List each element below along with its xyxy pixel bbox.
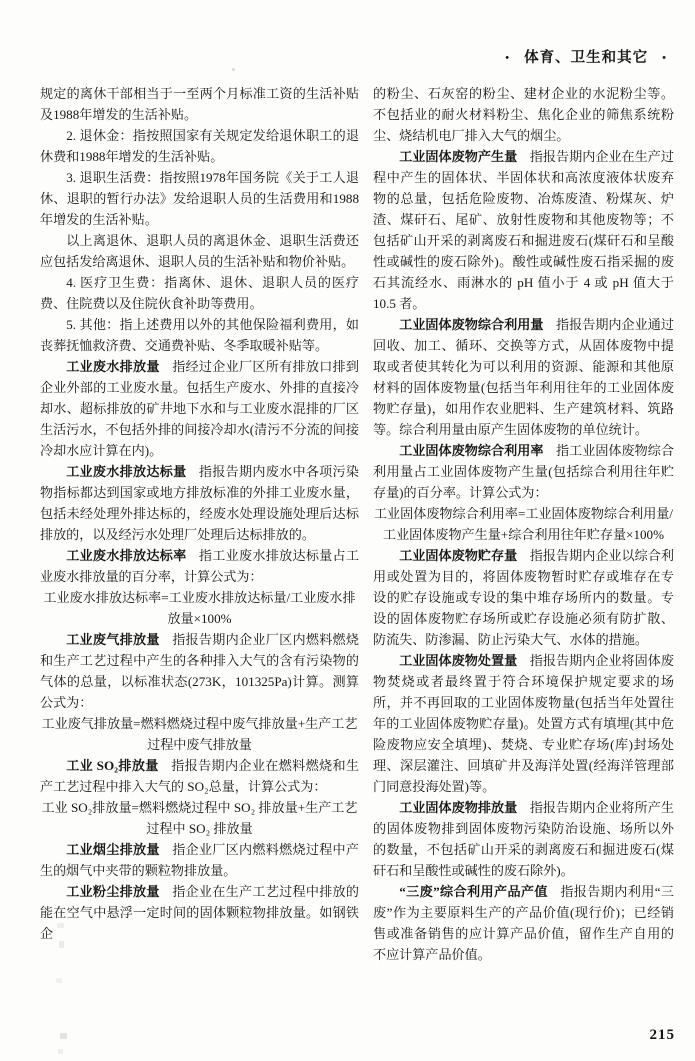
paragraph-text: 指报告期内企业在生产过程中产生的固体状、半固体状和高浓度液体状废弃物的总量，包括危险废物、冶炼废渣、粉煤灰、炉渣、煤矸石、尾矿、放射性废物和其他废物等；不包括矿山开采的剥离废石和掘进废石(煤矸石和呈酸性或碱性的废石除外)。酸性或碱性废石指采掘的废石其流经水、雨淋水的 pH 值小于 4 或 pH 值大于 10.5 者。 [373,149,675,311]
definition-paragraph [40,461,359,545]
formula-text: 工业固体废物综合利用率=工业固体废物综合利用量/工业固体废物产生量+综合利用往年贮存量×100% [373,506,674,542]
paragraph-text: 指报告期内企业在燃料燃烧和生产工艺过程中排入大气的 SO₂总量，计算公式为： [40,758,359,794]
paragraph-text: 指企业在生产工艺过程中排放的能在空气中悬浮一定时间的固体颗粒物排放量。如钢铁企 [40,884,360,941]
paragraph [40,272,359,314]
definition-paragraph [373,797,674,881]
term-heading: 工业废水排放达标量 [66,464,187,479]
scan-artifact [61,870,67,875]
running-header [505,46,667,67]
definition-paragraph [40,755,359,797]
paragraph-text: 4. 医疗卫生费：指离休、退休、退职人员的医疗费、住院费以及住院伙食补助等费用。 [40,275,359,311]
definition-paragraph [40,839,359,881]
scan-artifact [232,68,235,71]
paragraph-text: 指经过企业厂区所有排放口排到企业外部的工业废水量。包括生产废水、外排的直接冷却水、超标排放的矿井地下水和与工业废水混排的厂区生活污水，不包括外排的间接冷却水(清污不分流的间接冷却水应计算在内)。 [40,359,360,458]
formula [40,713,359,755]
paragraph-text: 指企业厂区内燃料燃烧过程中产生的烟气中夹带的颗粒物排放量。 [40,842,360,878]
formula [373,503,674,545]
formula [40,797,359,839]
term-heading: 工业 SO₂排放量 [66,758,159,773]
term-heading: 工业固体废物综合利用率 [399,443,544,458]
paragraph-text: 指报告期内利用“三废”作为主要原料生产的产品价值(现行价)；已经销售或准备销售的应计算产品价值，留作生产自用的不应计算产品价值。 [373,884,675,962]
paragraph-text: 指工业固体废物综合利用量占工业固体废物产生量(包括综合利用往年贮存量)的百分率。计算公式为： [373,443,675,500]
paragraph-text: 指报告期内企业以综合利用或处置为目的，将固体废物暂时贮存或堆存在专设的贮存设施或专设的集中堆存场所内的数量。专设的固体废物贮存场所或贮存设施必须有防扩散、防流失、防渗漏、防止污染大气、水体的措施。 [373,548,675,647]
term-heading: 工业固体废物综合利用量 [399,317,544,332]
term-heading: 工业固体废物排放量 [399,800,518,815]
paragraph-text: 2. 退休金：指按照国家有关规定发给退休职工的退休费和1988年增发的生活补贴。 [40,128,359,164]
paragraph-text: 指报告期内企业将固体废物焚烧或者最终置于符合环境保护规定要求的场所，并不再回取的工业固体废物量(包括当年处置往年的工业固体废物贮存量)。处置方式有填埋(其中危险废物应安全填埋)、焚烧、专业贮存场(库)封场处理、深层灌注、回填矿井及海洋处置(经海洋管理部门同意投海处置)等。 [373,653,675,794]
term-heading: 工业废水排放量 [66,359,160,374]
paragraph [40,167,359,230]
scan-artifact [59,941,64,948]
term-heading: 工业烟尘排放量 [66,842,160,857]
paragraph [373,83,674,146]
paragraph [40,230,359,272]
term-heading: “三废”综合利用产品产值 [399,884,548,899]
definition-paragraph [40,629,359,713]
paragraph-text: 指工业废水排放达标量占工业废水排放量的百分率，计算公式为： [40,548,360,584]
term-heading: 工业废气排放量 [66,632,160,647]
definition-paragraph [40,356,359,461]
term-heading: 工业粉尘排放量 [66,884,160,899]
scan-artifact [57,923,64,928]
paragraph-text: 指报告期内企业厂区内燃料燃烧和生产工艺过程中产生的各种排入大气的含有污染物的气体的总量，以标准状态(273K，101325Pa)计算。测算公式为： [40,632,360,710]
paragraph-text: 3. 退职生活费：指按照1978年国务院《关于工人退休、退职的暂行办法》发给退职人员的生活费用和1988年增发的生活补贴。 [40,170,359,227]
scan-artifact [56,978,62,983]
definition-paragraph [40,545,359,587]
header-bullet-icon: • [662,52,667,64]
term-heading: 工业固体废物产生量 [399,149,518,164]
formula-text: 工业废气排放量=燃料燃烧过程中废气排放量+生产工艺过程中废气排放量 [41,716,358,752]
paragraph-text: 5. 其他：指上述费用以外的其他保险福利费用，如丧葬抚恤救济费、交通费补贴、冬季取暖补贴等。 [40,317,359,353]
scan-artifact [58,1049,63,1054]
term-heading: 工业废水排放达标率 [66,548,187,563]
definition-paragraph [373,314,674,440]
paragraph-text: 指报告期内废水中各项污染物指标都达到国家或地方排放标准的外排工业废水量，包括未经处理外排达标的，经废水处理设施处理后达标排放的，以及经污水处理厂处理后达标排放的。 [40,464,360,542]
paragraph [40,314,359,356]
header-bullet-icon: • [505,52,511,64]
paragraph [40,83,359,125]
section-title: 体育、卫生和其它 [524,50,649,66]
right-column [373,83,674,965]
paragraph-text: 指报告期内企业通过回收、加工、循环、交换等方式，从固体废物中提取或者使其转化为可以利用的资源、能源和其他原材料的固体废物量(包括当年利用往年的工业固体废物贮存量)，如用作农业肥料、生产建筑材料、筑路等。综合利用量由原产生固体废物的单位统计。 [373,317,675,437]
definition-paragraph [373,650,674,797]
formula [40,587,359,629]
paragraph-text: 的粉尘、石灰窑的粉尘、建材企业的水泥粉尘等。不包括业的耐火材料粉尘、焦化企业的筛焦系统粉尘、烧结机电厂排入大气的烟尘。 [373,86,674,143]
definition-paragraph [373,440,674,503]
term-heading: 工业固体废物贮存量 [399,548,518,563]
term-heading: 工业固体废物处置量 [399,653,518,668]
definition-paragraph [40,881,359,944]
definition-paragraph [373,545,674,650]
paragraph-text: 以上离退休、退职人员的离退休金、退职生活费还应包括发给离退休、退职人员的生活补贴和物价补贴。 [40,233,359,269]
paragraph-text: 规定的离休干部相当于一至两个月标准工资的生活补贴及1988年增发的生活补贴。 [40,86,359,122]
scan-artifact [60,1033,67,1039]
formula-text: 工业废水排放达标率=工业废水排放达标量/工业废水排放量×100% [43,590,356,626]
definition-paragraph [373,881,674,965]
paragraph [40,125,359,167]
left-column [40,83,359,944]
paragraph-text: 指报告期内企业将所产生的固体废物排到固体废物污染防治设施、场所以外的数量，不包括矿山开采的剥离废石和掘进废石(煤矸石和呈酸性或碱性的废石除外)。 [373,800,675,878]
formula-text: 工业 SO₂排放量=燃料燃烧过程中 SO₂ 排放量+生产工艺过程中 SO₂ 排放量 [41,800,358,836]
definition-paragraph [373,146,674,314]
page-number: 215 [649,1027,675,1043]
